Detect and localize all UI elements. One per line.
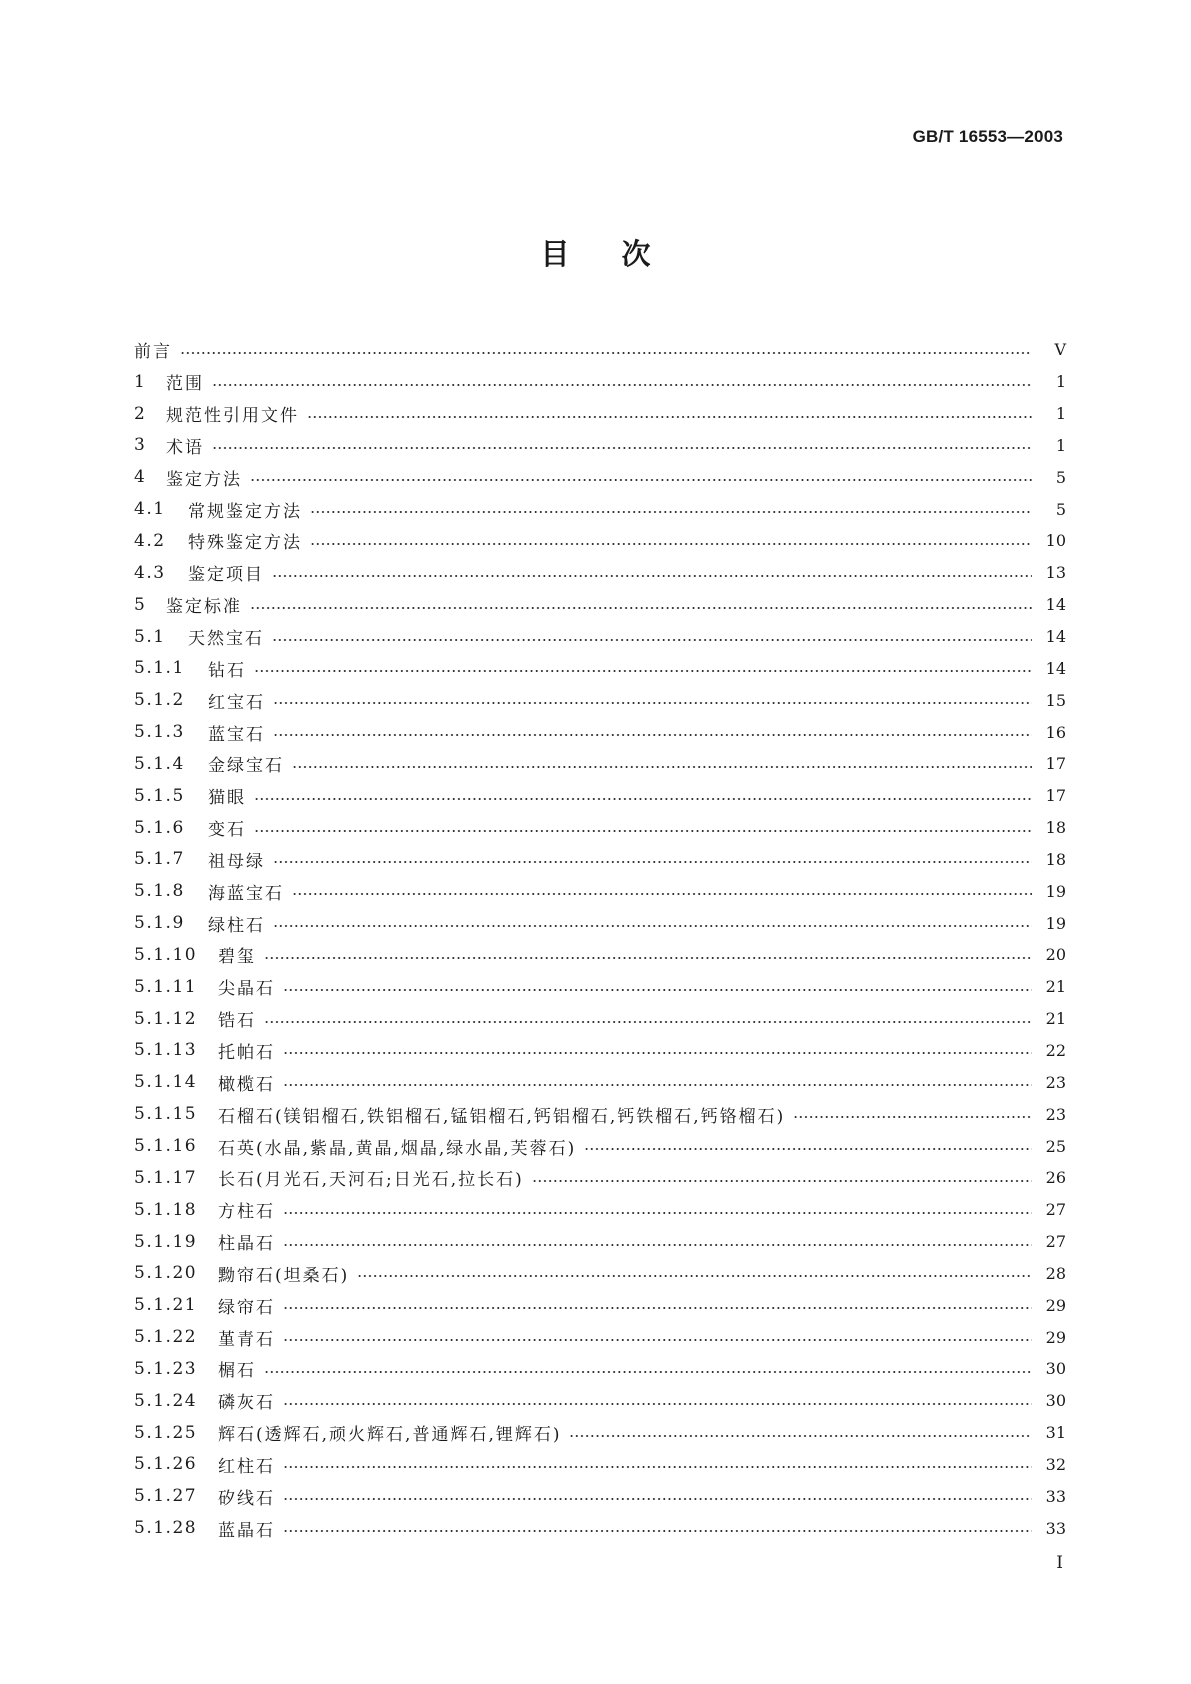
toc-entry-label: 蓝晶石 [218,1520,275,1541]
toc-entry-number: 4.3 [134,562,166,583]
toc-entry[interactable] [134,525,1066,557]
toc-entry-label: 常规鉴定方法 [188,501,302,522]
toc-entry-page: 18 [1045,818,1066,838]
toc-entry[interactable] [134,652,1066,684]
dot-leader [264,956,1032,960]
toc-entry-page: 1 [1055,372,1066,392]
toc-entry[interactable] [134,1385,1066,1417]
toc-entry-label: 锆石 [218,1011,256,1032]
toc-entry-page: 15 [1045,690,1066,710]
toc-entry-page: 32 [1045,1454,1066,1474]
toc-entry-label: 橄榄石 [218,1074,275,1095]
toc-entry[interactable] [134,748,1066,780]
toc-entry-number: 5.1.26 [134,1454,198,1475]
toc-entry[interactable] [134,1194,1066,1226]
toc-entry-page: 14 [1045,627,1066,647]
toc-entry-label: 磷灰石 [218,1393,275,1414]
toc-entry-label: 托帕石 [218,1042,275,1063]
page-number: I [1056,1553,1063,1573]
dot-leader [283,1083,1032,1087]
toc-entry-label: 长石(月光石,天河石;日光石,拉长石) [218,1170,524,1191]
toc-entry-number: 4.1 [134,499,166,520]
toc-entry-label: 金绿宝石 [208,756,284,777]
toc-entry-page: 20 [1045,945,1066,965]
toc-entry[interactable] [134,493,1066,525]
toc-entry-number: 3 [134,435,147,456]
toc-entry[interactable] [134,589,1066,621]
dot-leader [283,1051,1032,1055]
dot-leader [250,478,1032,482]
toc-entry-page: 33 [1045,1486,1066,1506]
dot-leader [283,1338,1032,1342]
dot-leader [584,1147,1032,1151]
dot-leader [357,1274,1032,1278]
dot-leader [273,924,1032,928]
toc-entry-number: 1 [134,371,147,392]
toc-entry[interactable] [134,716,1066,748]
toc-entry-number: 4.2 [134,530,166,551]
toc-entry-label: 鉴定标准 [166,597,242,618]
toc-entry-page: 18 [1045,849,1066,869]
toc-entry-number: 5.1.24 [134,1390,198,1411]
toc-entry-label: 石英(水晶,紫晶,黄晶,烟晶,绿水晶,芙蓉石) [218,1138,577,1159]
toc-entry[interactable] [134,907,1066,939]
dot-leader [273,860,1032,864]
dot-leader [307,415,1032,419]
dot-leader [212,446,1032,450]
dot-leader [283,988,1032,992]
toc-entry-number: 5.1.8 [134,881,185,902]
dot-leader [283,1465,1032,1469]
toc-entry-number: 5.1.25 [134,1422,198,1443]
toc-entry[interactable] [134,1512,1066,1544]
toc-entry[interactable] [134,1449,1066,1481]
toc-entry[interactable] [134,430,1066,462]
toc-entry-label: 鉴定项目 [188,565,264,586]
toc-entry-number: 5.1 [134,626,166,647]
dot-leader [272,638,1032,642]
toc-entry-number: 5.1.10 [134,944,198,965]
toc-entry[interactable] [134,812,1066,844]
toc-entry-page: 10 [1045,531,1066,551]
dot-leader [273,733,1032,737]
toc-entry[interactable] [134,1035,1066,1067]
dot-leader [283,1243,1032,1247]
toc-entry-number: 5.1.16 [134,1136,198,1157]
dot-leader [310,542,1032,546]
toc-entry-number: 5.1.17 [134,1167,198,1188]
dot-leader [793,1115,1032,1119]
toc-entry[interactable] [134,1003,1066,1035]
toc-entry-label: 术语 [166,437,204,458]
toc-entry-label: 前言 [134,342,172,363]
toc-entry[interactable] [134,971,1066,1003]
dot-leader [283,1306,1032,1310]
page-title: 目次 [540,237,703,271]
toc-entry-page: 23 [1045,1072,1066,1092]
dot-leader [283,1402,1032,1406]
toc-entry[interactable] [134,1162,1066,1194]
toc-entry-label: 鉴定方法 [166,469,242,490]
toc-entry[interactable] [134,1289,1066,1321]
toc-entry-label: 祖母绿 [208,851,265,872]
toc-entry[interactable] [134,1480,1066,1512]
toc-entry-page: 22 [1045,1040,1066,1060]
toc-entry-label: 方柱石 [218,1202,275,1223]
toc-entry[interactable] [134,621,1066,653]
toc-entry-number: 5.1.15 [134,1104,198,1125]
toc-entry[interactable] [134,1226,1066,1258]
toc-entry-page: 13 [1045,563,1066,583]
toc-entry-number: 5.1.11 [134,976,198,997]
standard-code: GB/T 16553—2003 [912,127,1063,146]
toc-entry-label: 红柱石 [218,1456,275,1477]
toc-entry-page: 30 [1045,1359,1066,1379]
toc-entry-number: 5 [134,594,147,615]
toc-entry-label: 碧玺 [218,947,256,968]
dot-leader [272,574,1032,578]
toc-entry-number: 5.1.22 [134,1327,198,1348]
table-of-contents [134,334,1066,1544]
toc-entry-page: 31 [1045,1423,1066,1443]
dot-leader [283,1529,1032,1533]
toc-entry-page: 1 [1055,435,1066,455]
toc-entry-page: 21 [1045,1009,1066,1029]
toc-entry-page: 19 [1045,913,1066,933]
toc-entry[interactable] [134,684,1066,716]
dot-leader [292,765,1032,769]
toc-entry-page: 29 [1045,1295,1066,1315]
toc-entry-number: 5.1.19 [134,1231,198,1252]
dot-leader [254,829,1032,833]
toc-entry-number: 5.1.14 [134,1072,198,1093]
toc-entry-page: 29 [1045,1327,1066,1347]
toc-entry[interactable] [134,366,1066,398]
toc-entry-page: 25 [1045,1136,1066,1156]
toc-entry-page: 23 [1045,1104,1066,1124]
dot-leader [264,1020,1032,1024]
toc-entry-page: 28 [1045,1263,1066,1283]
toc-entry[interactable] [134,334,1066,366]
toc-entry-label: 海蓝宝石 [208,883,284,904]
toc-entry-label: 石榴石(镁铝榴石,铁铝榴石,锰铝榴石,钙铝榴石,钙铁榴石,钙铬榴石) [218,1106,786,1127]
toc-entry-label: 辉石(透辉石,顽火辉石,普通辉石,锂辉石) [218,1425,562,1446]
toc-entry-page: 21 [1045,977,1066,997]
dot-leader [292,892,1032,896]
toc-entry-page: 26 [1045,1168,1066,1188]
toc-entry-label: 绿帘石 [218,1297,275,1318]
toc-entry-number: 5.1.23 [134,1358,198,1379]
toc-entry-label: 黝帘石(坦桑石) [218,1265,350,1286]
toc-entry-label: 柱晶石 [218,1234,275,1255]
toc-entry[interactable] [134,1353,1066,1385]
toc-entry-number: 5.1.4 [134,753,185,774]
toc-entry-label: 猫眼 [208,788,246,809]
toc-entry[interactable] [134,780,1066,812]
toc-entry-page: 30 [1045,1391,1066,1411]
toc-entry-label: 蓝宝石 [208,724,265,745]
toc-entry-page: 5 [1055,499,1066,519]
toc-entry[interactable] [134,1417,1066,1449]
toc-entry-page: 17 [1045,754,1066,774]
toc-entry-label: 绿柱石 [208,915,265,936]
dot-leader [180,351,1032,355]
toc-entry-number: 5.1.7 [134,849,185,870]
toc-entry-label: 变石 [208,820,246,841]
dot-leader [532,1179,1032,1183]
toc-entry[interactable] [134,939,1066,971]
toc-entry-page: 27 [1045,1232,1066,1252]
toc-entry-label: 规范性引用文件 [166,406,299,427]
toc-entry-page: 1 [1055,404,1066,424]
toc-entry-number: 4 [134,467,147,488]
toc-entry[interactable] [134,1098,1066,1130]
toc-entry-number: 5.1.13 [134,1040,198,1061]
toc-entry-label: 范围 [166,374,204,395]
toc-entry-number: 5.1.28 [134,1518,198,1539]
toc-entry-label: 钻石 [208,660,246,681]
dot-leader [250,606,1032,610]
toc-entry-number: 2 [134,403,147,424]
toc-entry-label: 尖晶石 [218,979,275,1000]
toc-entry-label: 红宝石 [208,692,265,713]
toc-entry-number: 5.1.1 [134,658,185,679]
dot-leader [254,797,1032,801]
toc-entry[interactable] [134,1066,1066,1098]
toc-entry-page: 16 [1045,722,1066,742]
toc-entry-label: 榍石 [218,1361,256,1382]
dot-leader [283,1211,1032,1215]
toc-entry-number: 5.1.18 [134,1199,198,1220]
dot-leader [569,1434,1032,1438]
toc-entry-number: 5.1.21 [134,1295,198,1316]
dot-leader [283,1497,1032,1501]
toc-entry-number: 5.1.27 [134,1486,198,1507]
toc-entry-label: 特殊鉴定方法 [188,533,302,554]
dot-leader [264,1370,1032,1374]
toc-entry-number: 5.1.20 [134,1263,198,1284]
toc-entry[interactable] [134,461,1066,493]
dot-leader [273,701,1032,705]
toc-entry-number: 5.1.6 [134,817,185,838]
toc-entry-page: 14 [1045,595,1066,615]
toc-entry-number: 5.1.12 [134,1008,198,1029]
toc-entry[interactable] [134,1321,1066,1353]
toc-entry-page: 19 [1045,881,1066,901]
toc-entry[interactable] [134,1130,1066,1162]
toc-entry-label: 天然宝石 [188,629,264,650]
toc-entry[interactable] [134,875,1066,907]
toc-entry-label: 堇青石 [218,1329,275,1350]
toc-entry-number: 5.1.3 [134,722,185,743]
toc-entry[interactable] [134,557,1066,589]
toc-entry-page: 14 [1045,658,1066,678]
toc-entry-number: 5.1.5 [134,785,185,806]
toc-entry[interactable] [134,1257,1066,1289]
dot-leader [310,510,1032,514]
toc-entry-page: 33 [1045,1518,1066,1538]
toc-entry[interactable] [134,398,1066,430]
toc-entry-page: V [1054,340,1066,360]
toc-entry-number: 5.1.9 [134,913,185,934]
toc-entry-label: 矽线石 [218,1488,275,1509]
toc-entry-page: 5 [1055,467,1066,487]
toc-entry-page: 17 [1045,786,1066,806]
dot-leader [212,383,1032,387]
toc-entry[interactable] [134,844,1066,876]
toc-entry-page: 27 [1045,1200,1066,1220]
dot-leader [254,669,1032,673]
toc-entry-number: 5.1.2 [134,690,185,711]
